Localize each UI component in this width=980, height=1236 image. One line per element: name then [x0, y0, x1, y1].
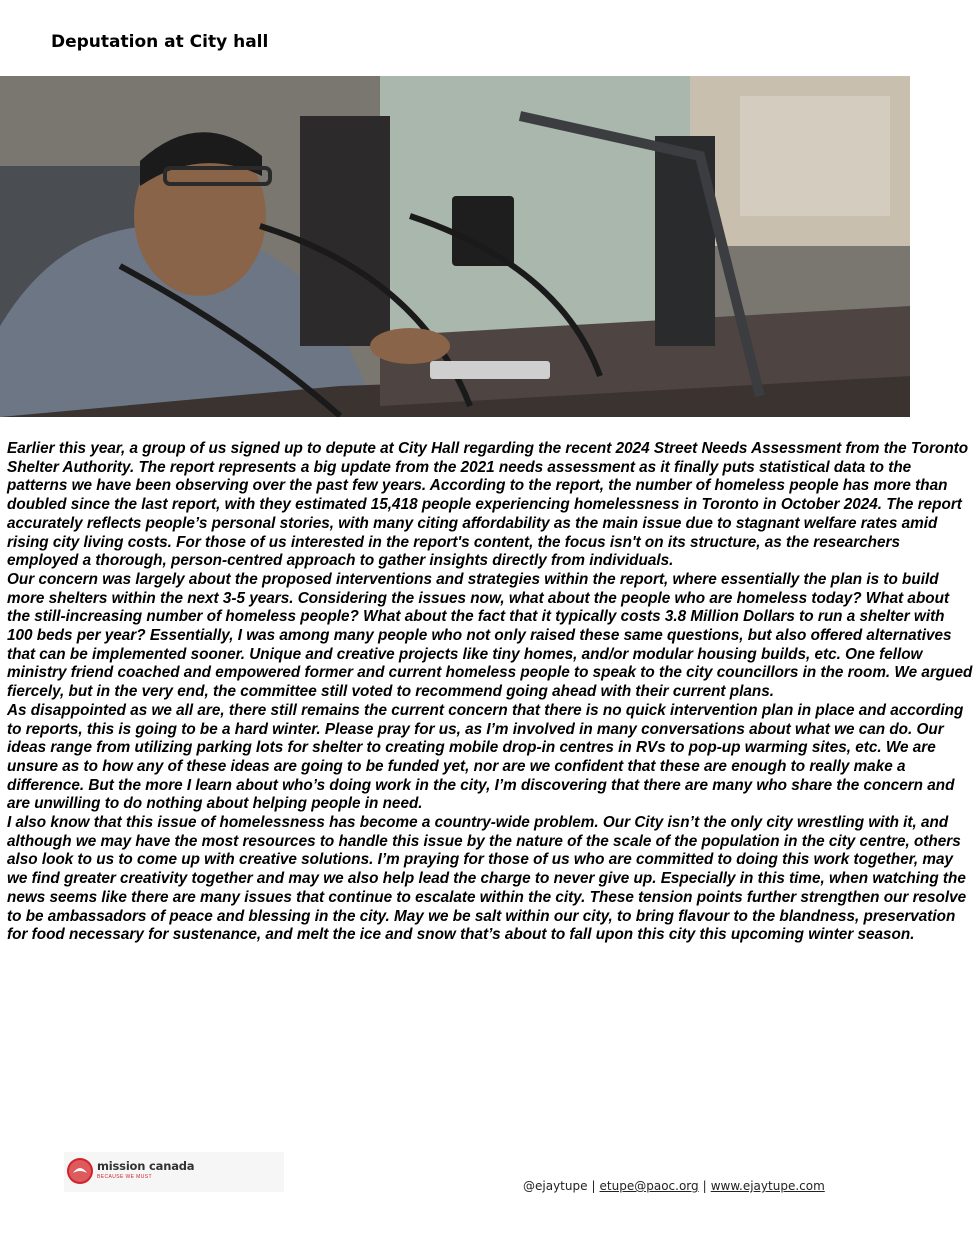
paragraph: Our concern was largely about the proposed interventions and strategies within the report, where essentially the plan is to build more shelters within the next 3-5 years. Considering the issues now, what about the people who are homeless today? What about the still-increasing number of homeless people? What about the fact that it typically costs 3.8 Million Dollars to run a shelter with 100 beds per year? Essentially, I was among many people who not only raised these same questions, but also offered alternatives that can be implemented sooner. Unique and creative projects like tiny homes, and/or modular housing builds, etc. One fellow ministry friend coached and empowered former and current homeless people to speak to the city councillors in the room. We argued fiercely, but in the very end, the committee still voted to recommend going ahead with their current plans.	[7, 570, 973, 701]
mission-canada-logo-icon	[67, 1158, 93, 1184]
separator: |	[702, 1179, 707, 1193]
paragraph: Earlier this year, a group of us signed up to depute at City Hall regarding the recent 2024 Street Needs Assessment from the Toronto Shelter Authority. The report represents a big update from the 2021 needs assessment as it finally puts statistical data to the patterns we have been observing over the past few years. According to the report, the number of homeless people has more than doubled since the last report, with they estimated 15,418 people experiencing homelessness in Toronto in October 2024. The report accurately reflects people’s personal stories, with many citing affordability as the main issue due to stagnant welfare rates amid rising city living costs. For those of us interested in the report's content, the focus isn't on its structure, as the researchers employed a thorough, person-centred approach to gather insights directly from individuals.	[7, 440, 969, 570]
city-hall-deputation-photo	[0, 76, 910, 417]
website-link[interactable]: www.ejaytupe.com	[710, 1179, 825, 1193]
paragraph: As disappointed as we all are, there still remains the current concern that there is no quick intervention plan in place and according to reports, this is going to be a hard winter. Please pray for us, as I’m involved in many conversations about what we can do. Our ideas range from utilizing parking lots for shelter to creating mobile drop-in centres in RVs to pop-up warming sites, etc. We are unsure as to how any of these ideas are going to be funded yet, nor are we confident that these are enough to really make a difference. But the more I learn about who’s doing work in the city, I’m discovering that there are many who share the concern and are unwilling to do nothing about helping people in need.	[7, 701, 964, 813]
social-handle: @ejaytupe	[523, 1179, 588, 1193]
separator: |	[591, 1179, 596, 1193]
logo-tagline: BECAUSE WE MUST	[97, 1174, 152, 1180]
deputation-photo	[0, 76, 910, 417]
email-link[interactable]: etupe@paoc.org	[599, 1179, 699, 1193]
logo-name: mission canada	[97, 1159, 195, 1173]
mission-canada-logo	[64, 1152, 284, 1192]
article-body	[7, 440, 973, 945]
page-title: Deputation at City hall	[51, 32, 269, 52]
footer-contact	[523, 1179, 825, 1193]
paragraph: I also know that this issue of homelessness has become a country-wide problem. Our City isn’t the only city wrestling with it, and although we may have the most resources to handle this issue by the nature of the scale of the population in the city centre, others also look to us to come up with creative solutions. I’m praying for those of us who are committed to doing this work together, may we find greater creativity together and may we also help lead the charge to never give up. Especially in this time, when watching the news seems like there are many issues that continue to escalate within the city. These tension points further strengthen our resolve to be ambassadors of peace and blessing in the city. May we be salt within our city, to bring flavour to the blandness, preservation for food necessary for sustenance, and melt the ice and snow that’s about to fall upon this city this upcoming winter season.	[7, 814, 967, 944]
